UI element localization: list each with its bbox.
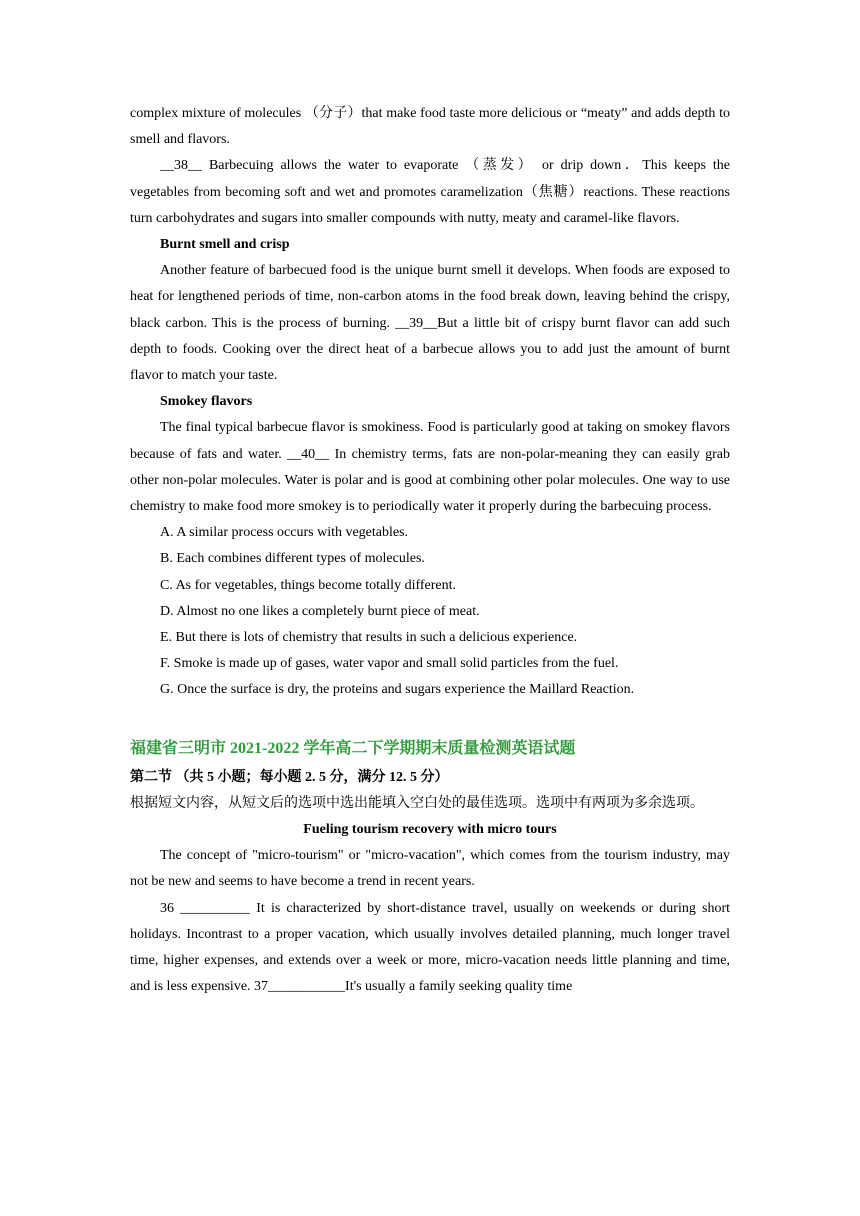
paragraph: Another feature of barbecued food is the unique burnt smell it develops. When foods are exposed to heat for lengthened periods of time, non-carbon atoms in the food break down, leaving behind the crispy, black carbon. This is the process of burning. __39__But a little bit of crispy burnt flavor can add such depth to foods. Cooking over the direct heat of a barbecue allows you to add just the amount of burnt flavor to match your taste.: [130, 263, 730, 384]
option-item: F. Smoke is made up of gases, water vapor and small solid particles from the fuel.: [160, 656, 619, 672]
paragraph: 36 __________ It is characterized by short-distance travel, usually on weekends or during short holidays. Incontrast to a proper vacation, which usually involves detailed planning, much longer travel time, higher expenses, and extends over a week or more, micro-vacation needs little planning and time, and is less expensive. 37___________It's usually a family seeking quality time: [130, 900, 730, 995]
section-heading: Smokey flavors: [160, 394, 253, 410]
option-item: E. But there is lots of chemistry that results in such a delicious experience.: [160, 630, 578, 646]
option-item: G. Once the surface is dry, the proteins and sugars experience the Maillard Reaction.: [160, 682, 635, 698]
paragraph: The final typical barbecue flavor is smokiness. Food is particularly good at taking on smokey flavors because of fats and water. __40__ In chemistry terms, fats are non-polar-meaning they can easily grab other non-polar molecules. Water is polar and is good at combining other polar molecules. One way to use chemistry to make food more smokey is to periodically water it properly during the barbecuing process.: [130, 420, 730, 515]
option-item: A. A similar process occurs with vegetables.: [160, 525, 409, 541]
paragraph: __38__ Barbecuing allows the water to evaporate （蒸发） or drip down．This keeps the vegetables from becoming soft and wet and promotes caramelization（焦糖）reactions. These reactions turn carbohydrates and sugars into smaller compounds with nutty, meaty and caramel-like flavors.: [130, 158, 730, 226]
document-page: [130, 101, 730, 1001]
options-list: [130, 520, 730, 703]
section-label: 第二节 （共 5 小题；每小题 2. 5 分，满分 12. 5 分）: [130, 769, 449, 785]
exam-title: 福建省三明市 2021-2022 学年高二下学期期末质量检测英语试题: [130, 739, 576, 757]
section-heading: Burnt smell and crisp: [160, 237, 290, 253]
passage-title: Fueling tourism recovery with micro tours: [303, 822, 557, 838]
instructions: 根据短文内容，从短文后的选项中选出能填入空白处的最佳选项。选项中有两项为多余选项。: [130, 795, 704, 811]
option-item: B. Each combines different types of molecules.: [160, 551, 425, 567]
paragraph: complex mixture of molecules （分子）that make food taste more delicious or “meaty” and adds depth to smell and flavors.: [130, 106, 730, 148]
option-item: C. As for vegetables, things become totally different.: [160, 577, 457, 593]
paragraph: The concept of "micro-tourism" or "micro-vacation", which comes from the tourism industry, may not be new and seems to have become a trend in recent years.: [130, 848, 730, 890]
option-item: D. Almost no one likes a completely burnt piece of meat.: [160, 603, 480, 619]
